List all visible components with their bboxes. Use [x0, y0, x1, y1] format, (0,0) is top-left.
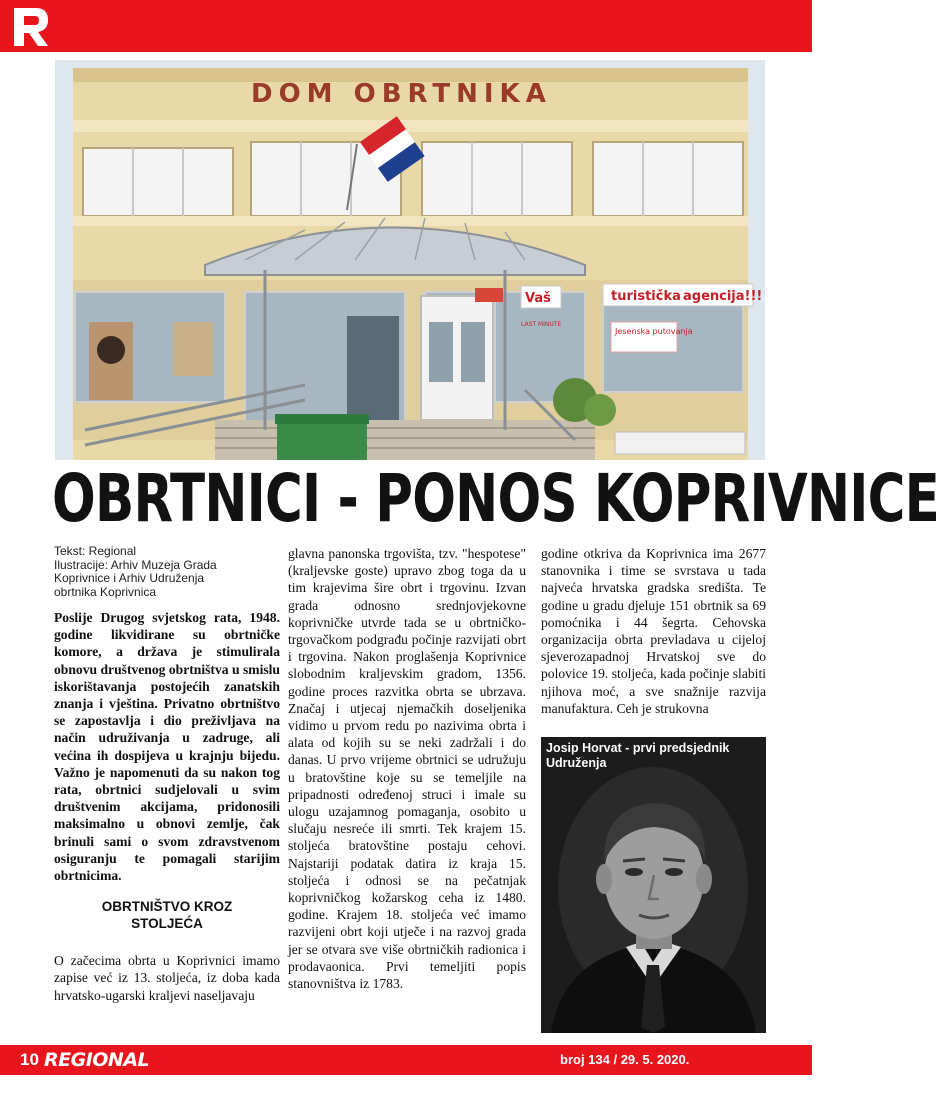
svg-text:LAST MINUTE: LAST MINUTE: [521, 321, 562, 328]
top-bar: [0, 0, 812, 52]
footer-bottom-margin: [0, 1075, 812, 1094]
credit-illustrations: Ilustracije: Arhiv Muzeja Grada: [54, 557, 217, 572]
credit-illustrations-cont2: obrtnika Koprivnica: [54, 584, 157, 599]
credits: [54, 545, 280, 599]
svg-text:agencija!!!: agencija!!!: [683, 289, 763, 304]
body-text-col3: godine otkriva da Koprivnica ima 2677 stanovnika i time se svrstava u tada najveća hrvatska gradska središta. Te godine u gradu djeluje 151 obrtnik sa 69 pomoćnika i 44 šegrta. Cehovska organizacija obrta prevladava u cijeloj sjeverozapadnoj Hrvatskoj sve do polovice 19. stoljeća, kada počinje slabiti njihova moć, a sve snažnije razvija manufaktura. Ceh je strukovna: [541, 546, 766, 716]
column-3: [541, 545, 766, 717]
svg-text:Jesenska putovanja: Jesenska putovanja: [615, 327, 693, 336]
body-text-col1: O začecima obrta u Koprivnici imamo zapise već iz 13. stoljeća, iz doba kada hrvatsko-ugarski kraljevi naseljavaju: [54, 953, 280, 1003]
portrait-caption: Josip Horvat - prvi predsjednik Udruženja: [546, 741, 730, 770]
svg-text:turistička: turistička: [611, 289, 681, 304]
body-text-col2: glavna panonska trgovišta, tzv. "hespotese" (kraljevske goste) upravo zbog toga da u tim krajevima šire obrt i trgovinu. Izvan grada odnosno srednjovjekovne koprivničke utvrde tada se u obrtničko-trgovačkom podgrađu počinje razvijati obrt i trgovina. Nakon proglašenja Koprivnice slobodnim kraljevskim gradom, 1356. godine proces razvitka obrta se ubrzava. Značaj i utjecaj njemačkih doseljenika vidimo u prvom redu po nazivima obrta i alata od kojih su se neki zadržali i do danas. U prvo vrijeme obrtnici se udružuju u bratovštine koje su se temeljile na pripadnosti određenoj struci i imale su ulogu uzajamnog pomaganja, osobito u slučaju nesreće ili smrti. Tek krajem 15. stoljeća bratovštine postaju cehovi. Najstariji podatak datira iz kraja 15. stoljeća i odnosi se na pečatnjak koprivničkog kožarskog ceha iz 1480. godine. Krajem 18. stoljeća već imamo razvijeni obrt koji utječe i na razvoj grada jer se otvara sve više obrtničkih radionica i prodavaonica. Prvi temeljiti popis stanovništva iz 1783.: [288, 546, 526, 992]
column-1: [54, 545, 280, 1004]
section-subheading: OBRTNIŠTVO KROZ STOLJEĆA: [101, 899, 233, 932]
regional-r-logo: [6, 4, 52, 50]
portrait-photo: [541, 737, 766, 1033]
page-number: 10: [20, 1050, 39, 1069]
building-photo: [55, 60, 765, 460]
lead-paragraph: Poslije Drugog svjetskog rata, 1948. godine likvidirane su obrtničke komore, a država je stimulirala obnovu društvenog obrtništva u smislu iskorištavanja postojećih zanatskih znanja i vještina. Privatno obrtništvo se zapostavlja i dio preživljava na način udruživanja u zadruge, ali većina ih dospijeva u krajnju bijedu. Važno je napomenuti da su nakon tog rata, obrtnici sudjelovali u svim društvenim akcijama, pridonosili maksimalno u obnovi zemlje, čak brinuli sami o svom zdravstvenom osiguranju te pomagali starijim obrtnicima.: [54, 610, 280, 884]
svg-text:Vaš: Vaš: [525, 291, 551, 306]
credit-text: Tekst: Regional: [54, 544, 137, 558]
issue-info: broj 134 / 29. 5. 2020.: [560, 1052, 690, 1067]
magazine-brand-logo: REGIONAL: [44, 1049, 150, 1071]
column-2: [288, 545, 526, 992]
article-headline: OBRTNICI - PONOS KOPRIVNICE: [52, 460, 939, 537]
building-sign: DOM OBRTNIKA: [251, 79, 552, 109]
credit-illustrations-cont: Koprivnice i Arhiv Udruženja: [54, 571, 205, 585]
